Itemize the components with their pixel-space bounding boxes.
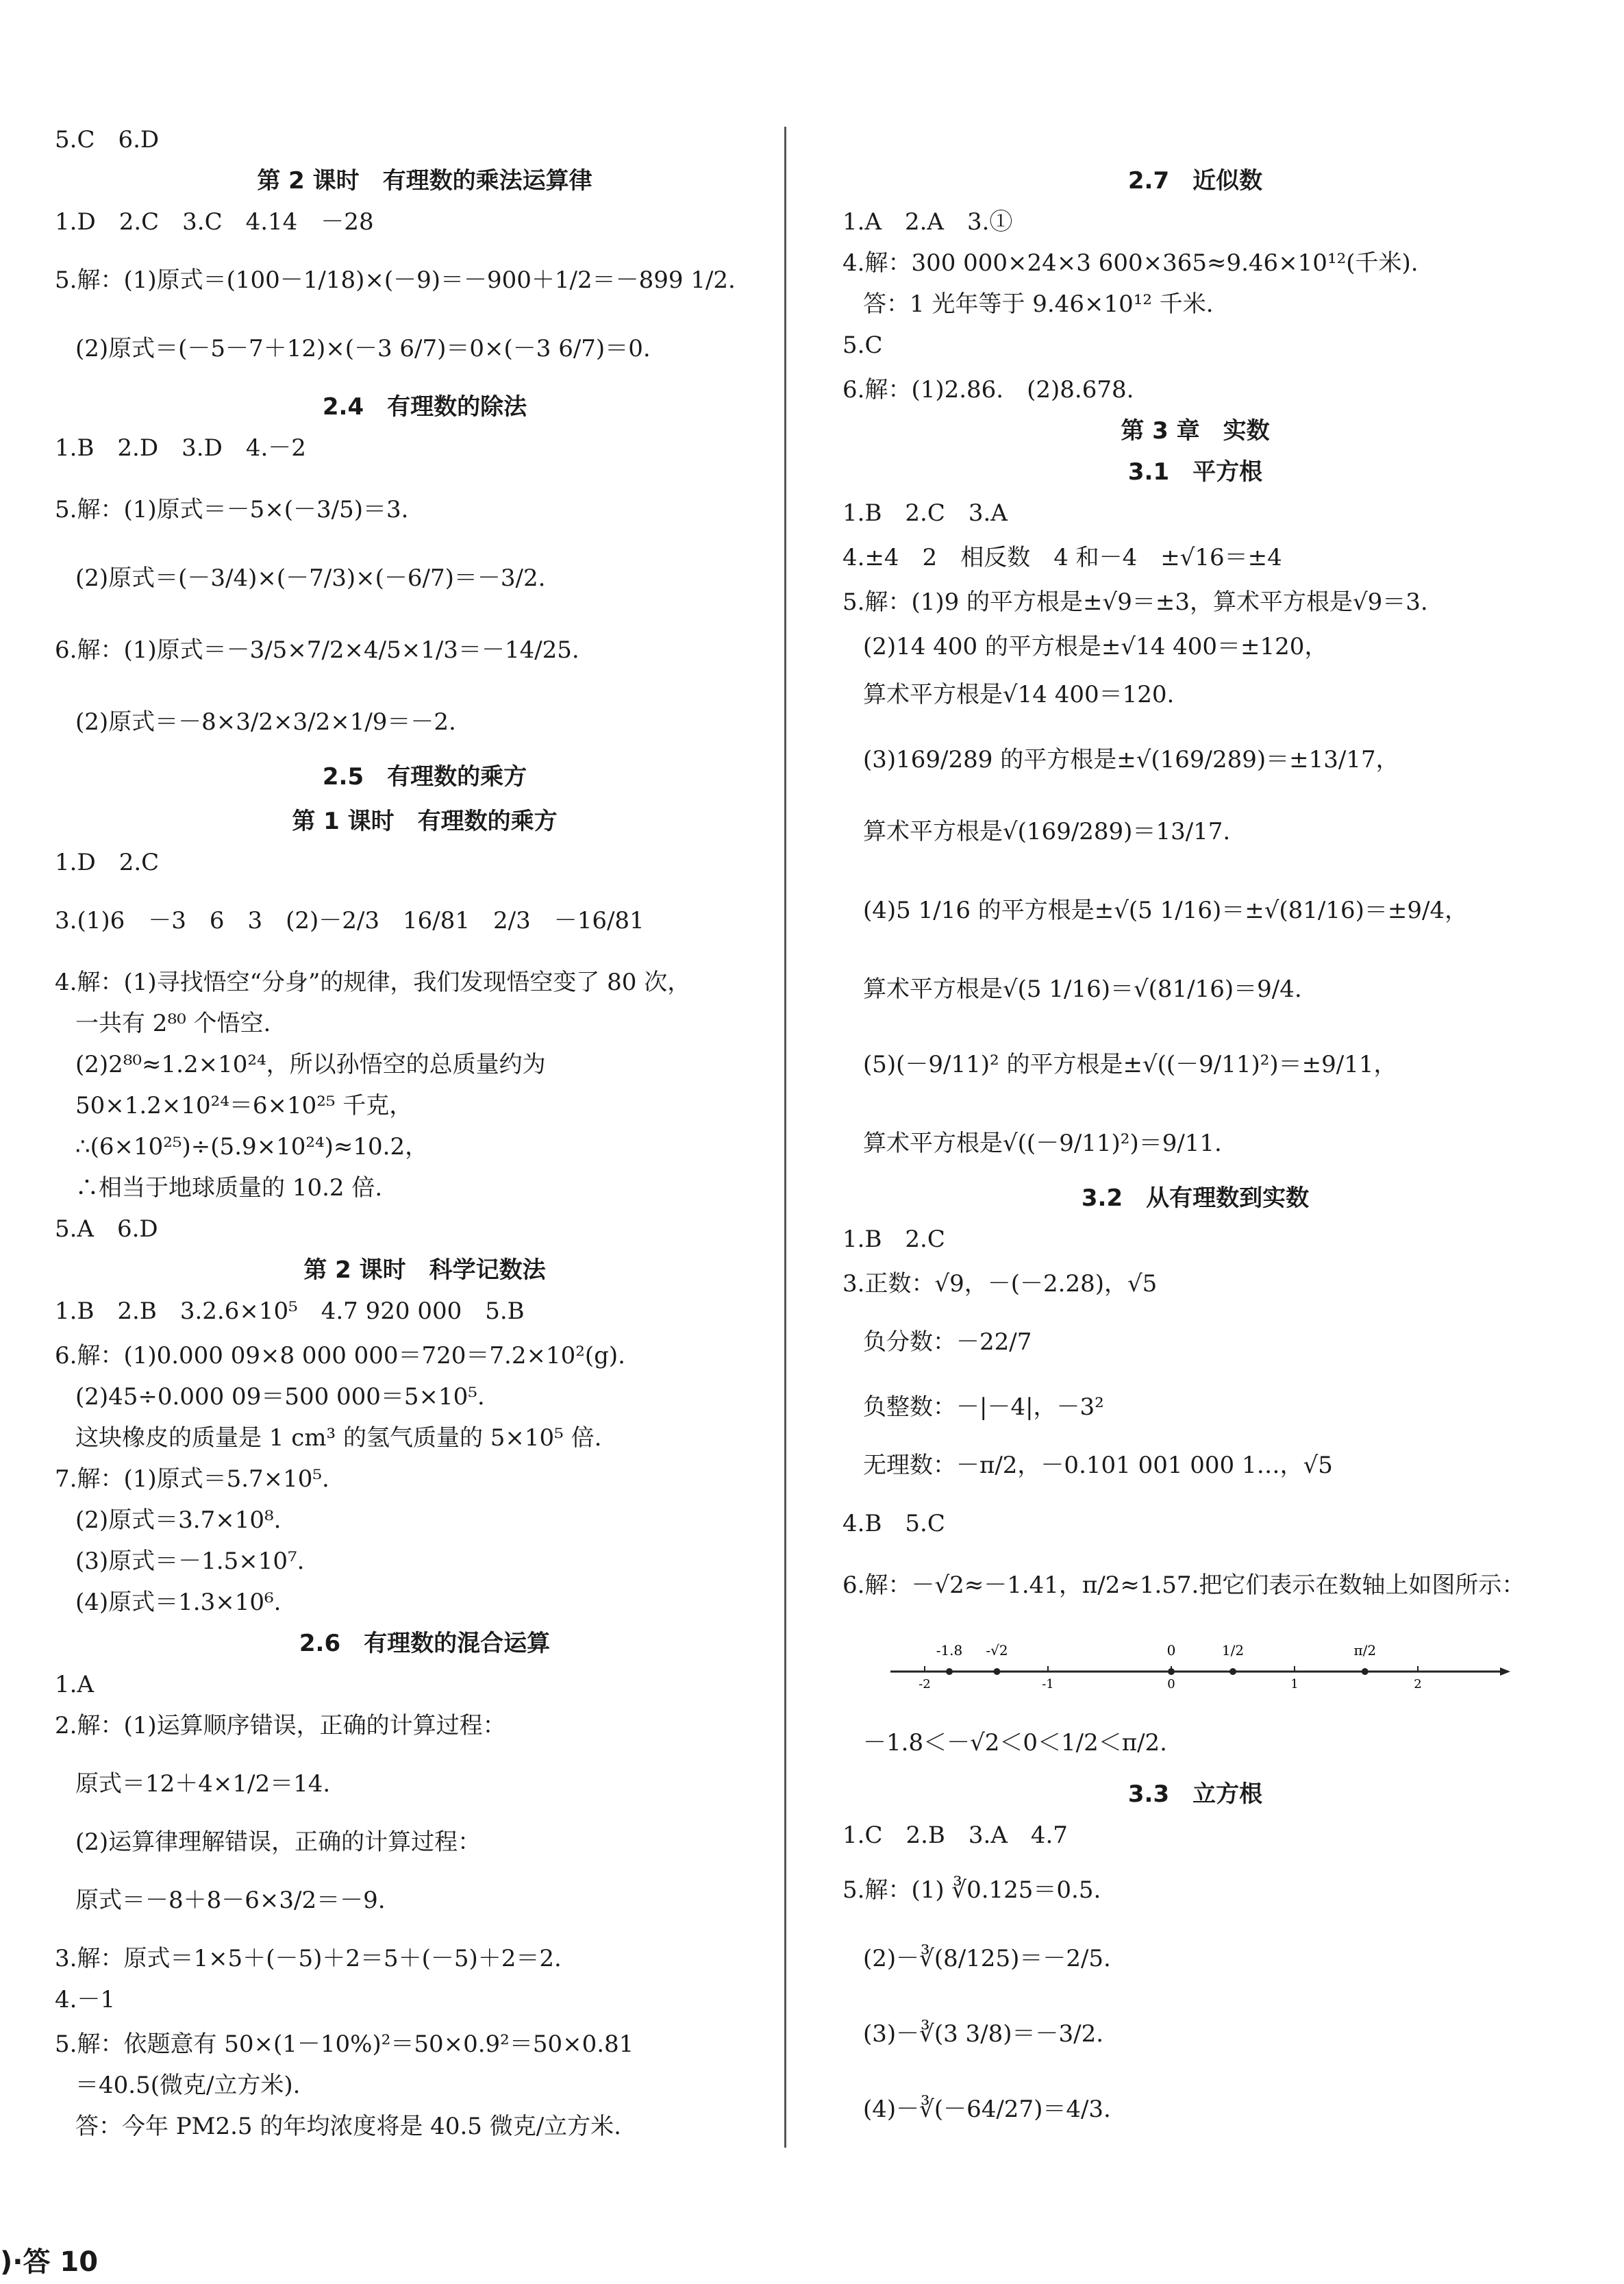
answer-line: 负分数：－22/7 <box>863 1328 1032 1356</box>
answer-line: 4.B 5.C <box>842 1510 945 1537</box>
axis-point <box>1168 1668 1175 1675</box>
answer-line: (3)169/289 的平方根是±√(169/289)＝±13/17， <box>863 746 1399 773</box>
answer-line: (4)5 1/16 的平方根是±√(5 1/16)＝±√(81/16)＝±9/4， <box>863 897 1469 924</box>
answer-line: 4.－1 <box>55 1986 116 2013</box>
answer-line: 1.D 2.C <box>55 849 160 876</box>
answer-line: 6.解：(1)2.86. (2)8.678. <box>842 376 1134 404</box>
section-heading: 第 3 章 实数 <box>1121 417 1270 445</box>
answer-line: 1.C 2.B 3.A 4.7 <box>842 1822 1068 1849</box>
answer-line: ∴相当于地球质量的 10.2 倍. <box>75 1174 383 1202</box>
answer-line: 原式＝－8＋8－6×3/2＝－9. <box>75 1887 386 1914</box>
axis-tick-label: 2 <box>1414 1677 1422 1691</box>
answer-line: 这块橡皮的质量是 1 cm³ 的氢气质量的 5×10⁵ 倍. <box>75 1424 602 1452</box>
answer-line: 6.解：(1)原式＝－3/5×7/2×4/5×1/3＝－14/25. <box>55 636 579 664</box>
answer-line: 一共有 2⁸⁰ 个悟空. <box>75 1010 271 1037</box>
answer-line: 答：今年 PM2.5 的年均浓度将是 40.5 微克/立方米. <box>75 2113 621 2140</box>
answer-line: ∴(6×10²⁵)÷(5.9×10²⁴)≈10.2， <box>75 1133 429 1160</box>
section-heading: 2.6 有理数的混合运算 <box>299 1630 551 1657</box>
answer-line: 1.B 2.B 3.2.6×10⁵ 4.7 920 000 5.B <box>55 1298 525 1325</box>
answer-line: 2.解：(1)运算顺序错误，正确的计算过程： <box>55 1712 506 1739</box>
answer-line: 算术平方根是√(5 1/16)＝√(81/16)＝9/4. <box>863 976 1302 1003</box>
answer-line: (2)－∛(8/125)＝－2/5. <box>863 1945 1111 1972</box>
answer-line: 5.C 6.D <box>55 126 160 153</box>
answer-line: (2)原式＝(－3/4)×(－7/3)×(－6/7)＝－3/2. <box>75 564 546 592</box>
axis-tick-label: -2 <box>919 1677 931 1691</box>
answer-line: ＝40.5(微克/立方米). <box>75 2072 301 2099</box>
axis-point-label: 1/2 <box>1221 1642 1245 1659</box>
answer-line: (3)原式＝－1.5×10⁷. <box>75 1548 305 1575</box>
answer-line: 1.A <box>55 1671 94 1698</box>
column-divider <box>784 127 786 2148</box>
answer-line: 负整数：－|－4|，－3² <box>863 1393 1104 1421</box>
answer-line: (2)14 400 的平方根是±√14 400＝±120， <box>863 633 1328 660</box>
answer-line: 5.解：(1)原式＝－5×(－3/5)＝3. <box>55 496 409 523</box>
answer-line: 1.D 2.C 3.C 4.14 －28 <box>55 208 374 236</box>
answer-line: (3)－∛(3 3/8)＝－3/2. <box>863 2020 1104 2048</box>
axis-point-label: -√2 <box>986 1642 1008 1659</box>
answer-line: 5.解：依题意有 50×(1－10%)²＝50×0.9²＝50×0.81 <box>55 2031 634 2058</box>
arrow-head <box>1500 1667 1510 1676</box>
page-footer: )·答 10 <box>0 2246 99 2278</box>
answer-line: 50×1.2×10²⁴＝6×10²⁵ 千克， <box>75 1092 413 1119</box>
answer-line: (4)原式＝1.3×10⁶. <box>75 1589 282 1616</box>
answer-line: 1.B 2.C 3.A <box>842 499 1008 527</box>
answer-line: (2)原式＝(－5－7＋12)×(－3 6/7)＝0×(－3 6/7)＝0. <box>75 335 651 362</box>
answer-line: 5.解：(1)9 的平方根是±√9＝±3，算术平方根是√9＝3. <box>842 588 1428 616</box>
answer-line: 1.B 2.D 3.D 4.－2 <box>55 434 306 462</box>
section-heading: 第 2 课时 科学记数法 <box>303 1256 546 1284</box>
section-heading: 3.1 平方根 <box>1127 458 1263 486</box>
answer-line: 4.解：300 000×24×3 600×365≈9.46×10¹²(千米). <box>842 249 1419 277</box>
section-heading: 3.2 从有理数到实数 <box>1081 1184 1310 1212</box>
axis-point <box>1229 1668 1236 1675</box>
answer-line: 算术平方根是√14 400＝120. <box>863 681 1175 708</box>
answer-line: 4.±4 2 相反数 4 和－4 ±√16＝±4 <box>842 544 1282 571</box>
answer-line: 1.B 2.C <box>842 1226 945 1253</box>
axis-point <box>993 1668 1000 1675</box>
axis-tick-label: 1 <box>1290 1677 1299 1691</box>
section-heading: 2.7 近似数 <box>1127 167 1263 195</box>
answer-line: (2)原式＝－8×3/2×3/2×1/9＝－2. <box>75 708 456 736</box>
answer-line: 答：1 光年等于 9.46×10¹² 千米. <box>863 290 1214 318</box>
answer-line: 算术平方根是√(169/289)＝13/17. <box>863 818 1231 845</box>
number-line-figure <box>884 1630 1514 1692</box>
answer-line: 6.解：－√2≈－1.41，π/2≈1.57.把它们表示在数轴上如图所示： <box>842 1572 1525 1599</box>
answer-line: (4)－∛(－64/27)＝4/3. <box>863 2096 1111 2123</box>
section-heading: 2.4 有理数的除法 <box>322 393 527 421</box>
answer-line: －1.8＜－√2＜0＜1/2＜π/2. <box>863 1729 1167 1757</box>
answer-line: 5.解：(1) ∛0.125＝0.5. <box>842 1876 1101 1904</box>
answer-line: 算术平方根是√((－9/11)²)＝9/11. <box>863 1130 1222 1157</box>
axis-point-label: π/2 <box>1353 1642 1377 1659</box>
axis-point-label: -1.8 <box>936 1642 963 1659</box>
answer-line: (2)运算律理解错误，正确的计算过程： <box>75 1828 482 1856</box>
answer-line: (2)45÷0.000 09＝500 000＝5×10⁵. <box>75 1383 485 1411</box>
answer-line: 5.C <box>842 332 883 359</box>
answer-line: 3.正数：√9，－(－2.28)，√5 <box>842 1270 1158 1298</box>
axis-tick-label: 0 <box>1167 1677 1175 1691</box>
answer-line: 1.A 2.A 3.① <box>842 208 1013 236</box>
answer-line: (2)2⁸⁰≈1.2×10²⁴，所以孙悟空的总质量约为 <box>75 1051 546 1078</box>
answer-line: 3.解：原式＝1×5＋(－5)＋2＝5＋(－5)＋2＝2. <box>55 1945 562 1972</box>
answer-line: (2)原式＝3.7×10⁸. <box>75 1506 282 1534</box>
answer-line: 5.解：(1)原式＝(100－1/18)×(－9)＝－900＋1/2＝－899 1/2. <box>55 266 736 294</box>
section-heading: 3.3 立方根 <box>1127 1780 1263 1808</box>
axis-tick-label: -1 <box>1042 1677 1054 1691</box>
section-heading: 第 2 课时 有理数的乘法运算律 <box>257 167 592 195</box>
answer-line: (5)(－9/11)² 的平方根是±√((－9/11)²)＝±9/11， <box>863 1051 1397 1078</box>
axis-point-label: 0 <box>1166 1642 1176 1659</box>
section-heading: 2.5 有理数的乘方 <box>322 763 527 791</box>
axis-point <box>946 1668 953 1675</box>
answer-line: 4.解：(1)寻找悟空“分身”的规律，我们发现悟空变了 80 次， <box>55 969 691 996</box>
answer-line: 原式＝12＋4×1/2＝14. <box>75 1770 331 1798</box>
answer-line: 6.解：(1)0.000 09×8 000 000＝720＝7.2×10²(g). <box>55 1342 625 1369</box>
answer-line: 无理数：－π/2，－0.101 001 000 1…，√5 <box>863 1452 1333 1479</box>
answer-line: 7.解：(1)原式＝5.7×10⁵. <box>55 1465 329 1493</box>
axis-point <box>1362 1668 1369 1675</box>
answer-line: 5.A 6.D <box>55 1215 158 1243</box>
section-heading: 第 1 课时 有理数的乘方 <box>292 808 558 835</box>
answer-line: 3.(1)6 －3 6 3 (2)－2/3 16/81 2/3 －16/81 <box>55 907 645 934</box>
